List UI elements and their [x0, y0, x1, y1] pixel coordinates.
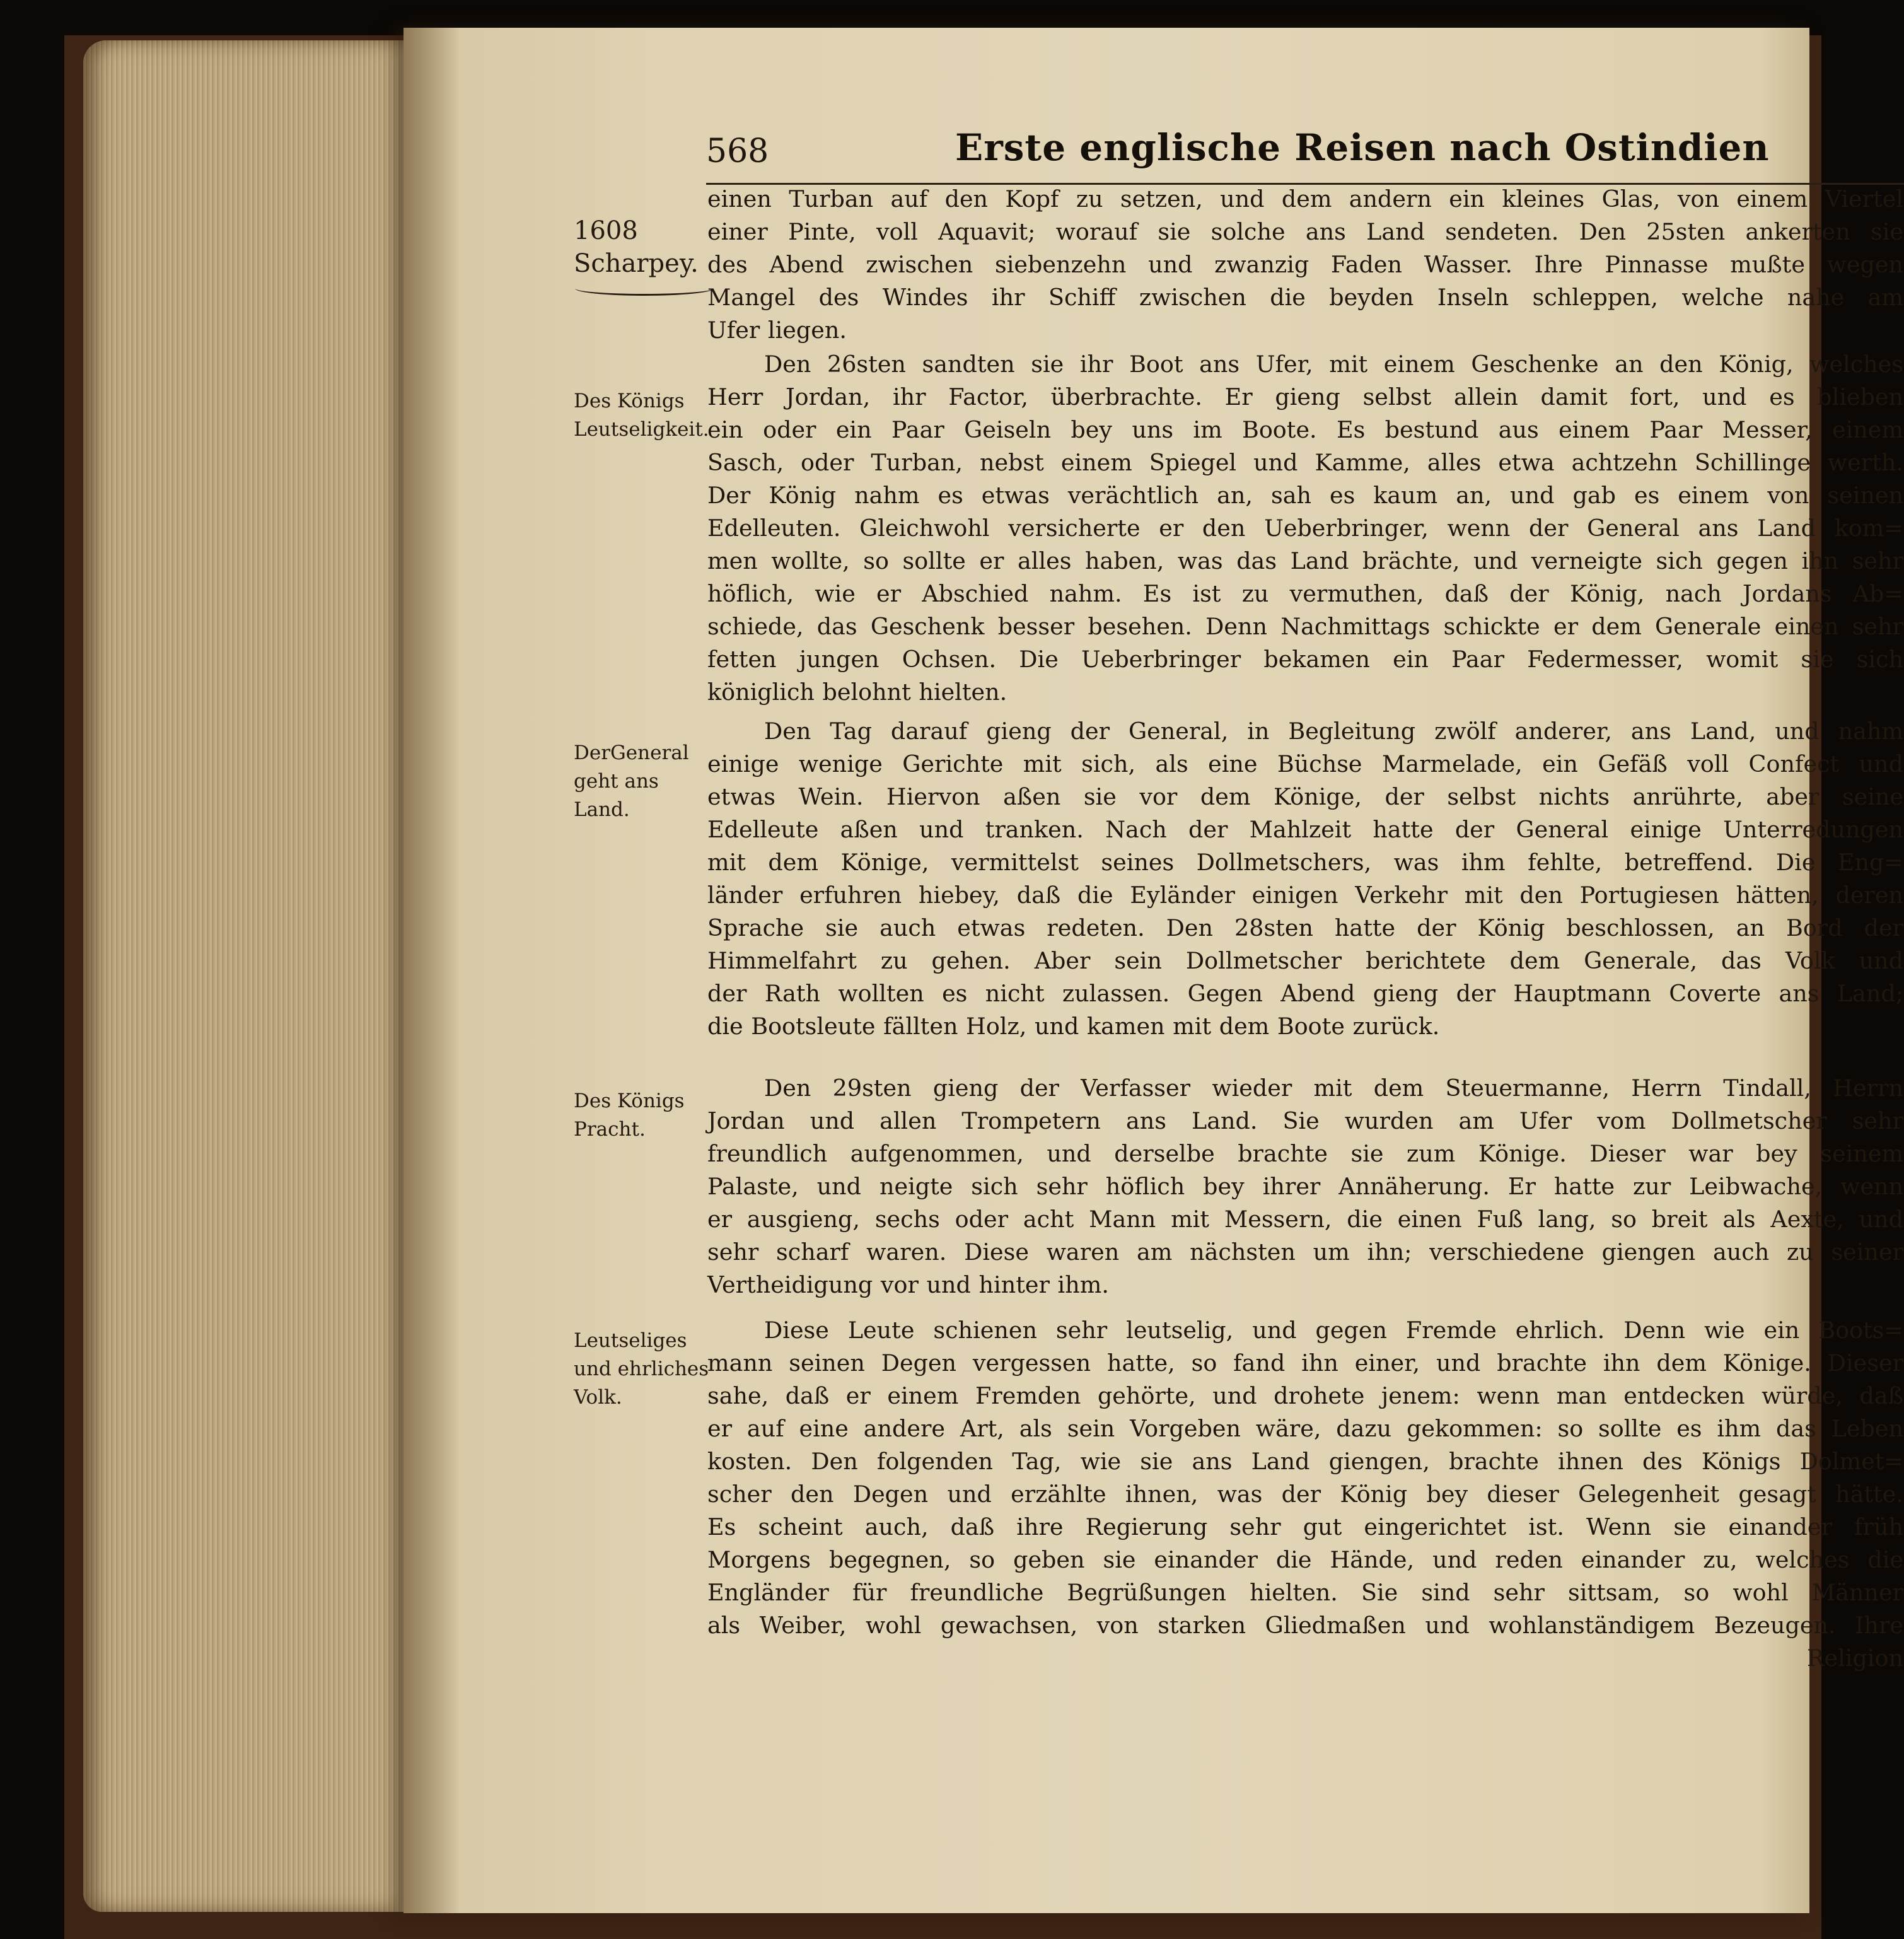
text-line: sahe, daß er einem Fremden gehörte, und drohete jenem: wenn man entdecken würde, daß: [707, 1382, 1903, 1409]
year: 1608: [574, 216, 638, 245]
margin-note-line: Des Königs: [574, 1090, 685, 1112]
text-line: Engländer für freundliche Begrüßungen hielten. Sie sind sehr sittsam, so wohl Männer: [707, 1579, 1903, 1606]
text-line: kosten. Den folgenden Tag, wie sie ans Land giengen, brachte ihnen des Königs Dolmet=: [707, 1448, 1903, 1475]
text-line: sehr scharf waren. Diese waren am nächsten um ihn; verschiedene giengen auch zu seiner: [707, 1238, 1903, 1266]
page-edges: [83, 40, 411, 1912]
margin-note-line: Land.: [574, 798, 630, 821]
margin-note-line: Volk.: [574, 1386, 622, 1409]
text-line: freundlich aufgenommen, und derselbe brachte sie zum Könige. Dieser war bey seinem: [707, 1140, 1903, 1167]
margin-note-line: Leutseliges: [574, 1329, 687, 1352]
margin-note-honest-people: [574, 1327, 719, 1412]
margin-note-line: DerGeneral: [574, 742, 689, 764]
text-line: Morgens begegnen, so geben sie einander die Hände, und reden einander zu, welches die: [707, 1546, 1903, 1573]
text-line: Den 29sten gieng der Verfasser wieder mit dem Steuermanne, Herrn Tindall, Herrn: [764, 1074, 1903, 1102]
text-line: Jordan und allen Trompetern ans Land. Sie wurden am Ufer vom Dollmetscher sehr: [707, 1107, 1903, 1134]
margin-note-line: Leutseligkeit.: [574, 418, 709, 441]
text-line: Der König nahm es etwas verächtlich an, sah es kaum an, und gab es einem von seinen: [707, 482, 1903, 509]
paragraph-5: [707, 1314, 1903, 1675]
margin-note-kings-kindness: [574, 387, 719, 444]
paragraph-1: [707, 183, 1903, 347]
text-line: men wollte, so sollte er alles haben, was das Land brächte, und verneigte sich gegen ihn sehr: [707, 547, 1903, 574]
text-line: mann seinen Degen vergessen hatte, so fand ihn einer, und brachte ihn dem Könige. Dieser: [707, 1349, 1903, 1377]
margin-note-kings-pomp: [574, 1087, 719, 1144]
text-line: königlich belohnt hielten.: [707, 678, 1007, 706]
text-line: fetten jungen Ochsen. Die Ueberbringer bekamen ein Paar Federmesser, womit sie sich: [707, 646, 1903, 673]
text-line: Den Tag darauf gieng der General, in Begleitung zwölf anderer, ans Land, und nahm: [764, 718, 1903, 745]
text-line: etwas Wein. Hiervon aßen sie vor dem Könige, der selbst nichts anrührte, aber seine: [707, 783, 1903, 810]
text-line: Vertheidigung vor und hinter ihm.: [707, 1271, 1109, 1298]
text-line: des Abend zwischen siebenzehn und zwanzig Faden Wasser. Ihre Pinnasse mußte wegen: [707, 251, 1903, 278]
text-line: einige wenige Gerichte mit sich, als eine Büchse Marmelade, ein Gefäß voll Confect und: [707, 750, 1903, 777]
voyage-name: Scharpey.: [574, 249, 699, 278]
text-line: Himmelfahrt zu gehen. Aber sein Dollmetscher berichtete dem Generale, das Volk und: [707, 947, 1903, 974]
text-line: einen Turban auf den Kopf zu setzen, und dem andern ein kleines Glas, von einem Viertel: [707, 185, 1903, 213]
text-line: schiede, das Geschenk besser besehen. Denn Nachmittags schickte er dem Generale einen sehr: [707, 613, 1903, 640]
catchword: Religion: [1807, 1645, 1903, 1672]
text-line: er ausgieng, sechs oder acht Mann mit Messern, die einen Fuß lang, so breit als Aexte, und: [707, 1206, 1903, 1233]
text-line: die Bootsleute fällten Holz, und kamen mit dem Boote zurück.: [707, 1013, 1440, 1040]
text-line: höflich, wie er Abschied nahm. Es ist zu vermuthen, daß der König, nach Jordans Ab=: [707, 580, 1903, 607]
running-head: [706, 126, 1904, 185]
page-number: 568: [706, 132, 769, 170]
paragraph-2: [707, 348, 1903, 709]
text-line: Sprache sie auch etwas redeten. Den 28sten hatte der König beschlossen, an Bord der: [707, 914, 1903, 941]
text-line: Mangel des Windes ihr Schiff zwischen die beyden Inseln schleppen, welche nahe am: [707, 284, 1903, 311]
text-line: ein oder ein Paar Geiseln bey uns im Boote. Es bestund aus einem Paar Messer, einem: [707, 416, 1903, 443]
paragraph-3: [707, 715, 1903, 1043]
margin-note-general-ashore: [574, 739, 719, 824]
text-line: Diese Leute schienen sehr leutselig, und gegen Fremde ehrlich. Denn wie ein Boots=: [764, 1317, 1903, 1344]
text-line: Edelleute aßen und tranken. Nach der Mahlzeit hatte der General einige Unterredungen: [707, 816, 1903, 843]
text-line: er auf eine andere Art, als sein Vorgeben wäre, dazu gekommen: so sollte es ihm das Leben: [707, 1415, 1903, 1442]
text-line: Ufer liegen.: [707, 317, 847, 344]
text-line: länder erfuhren hiebey, daß die Eyländer einigen Verkehr mit den Portugiesen hätten, deren: [707, 882, 1903, 909]
text-line: Es scheint auch, daß ihre Regierung sehr gut eingerichtet ist. Wenn sie einander früh: [707, 1513, 1903, 1540]
margin-note-line: Pracht.: [574, 1118, 646, 1141]
text-line: Edelleuten. Gleichwohl versicherte er den Ueberbringer, wenn der General ans Land kom=: [707, 515, 1903, 542]
text-line: scher den Degen und erzählte ihnen, was der König bey dieser Gelegenheit gesagt hätte.: [707, 1481, 1903, 1508]
running-title: Erste englische Reisen nach Ostindien: [955, 126, 1770, 169]
text-line: Palaste, und neigte sich sehr höflich bey ihrer Annäherung. Er hatte zur Leibwache, wenn: [707, 1173, 1903, 1200]
margin-brace: [575, 281, 714, 296]
text-line: mit dem Könige, vermittelst seines Dollmetschers, was ihm fehlte, betreffend. Die Eng=: [707, 849, 1903, 876]
text-line: der Rath wollten es nicht zulassen. Gegen Abend gieng der Hauptmann Coverte ans Land;: [707, 980, 1903, 1007]
text-line: als Weiber, wohl gewachsen, von starken Gliedmaßen und wohlanständigem Bezeugen. Ihre: [707, 1612, 1903, 1639]
text-line: Herr Jordan, ihr Factor, überbrachte. Er gieng selbst allein damit fort, und es blieben: [707, 383, 1903, 411]
paragraph-4: [707, 1072, 1903, 1301]
text-line: Sasch, oder Turban, nebst einem Spiegel und Kamme, alles etwa achtzehn Schillinge werth.: [707, 449, 1903, 476]
margin-note-line: und ehrliches: [574, 1358, 709, 1380]
margin-note-year: [574, 214, 719, 280]
margin-note-line: geht ans: [574, 770, 659, 793]
text-line: einer Pinte, voll Aquavit; worauf sie solche ans Land sendeten. Den 25sten ankerten sie: [707, 218, 1903, 245]
book-page: [403, 28, 1903, 1913]
gutter-shadow: [403, 28, 460, 1913]
text-line: Den 26sten sandten sie ihr Boot ans Ufer, mit einem Geschenke an den König, welches: [764, 351, 1903, 378]
margin-note-line: Des Königs: [574, 390, 685, 412]
